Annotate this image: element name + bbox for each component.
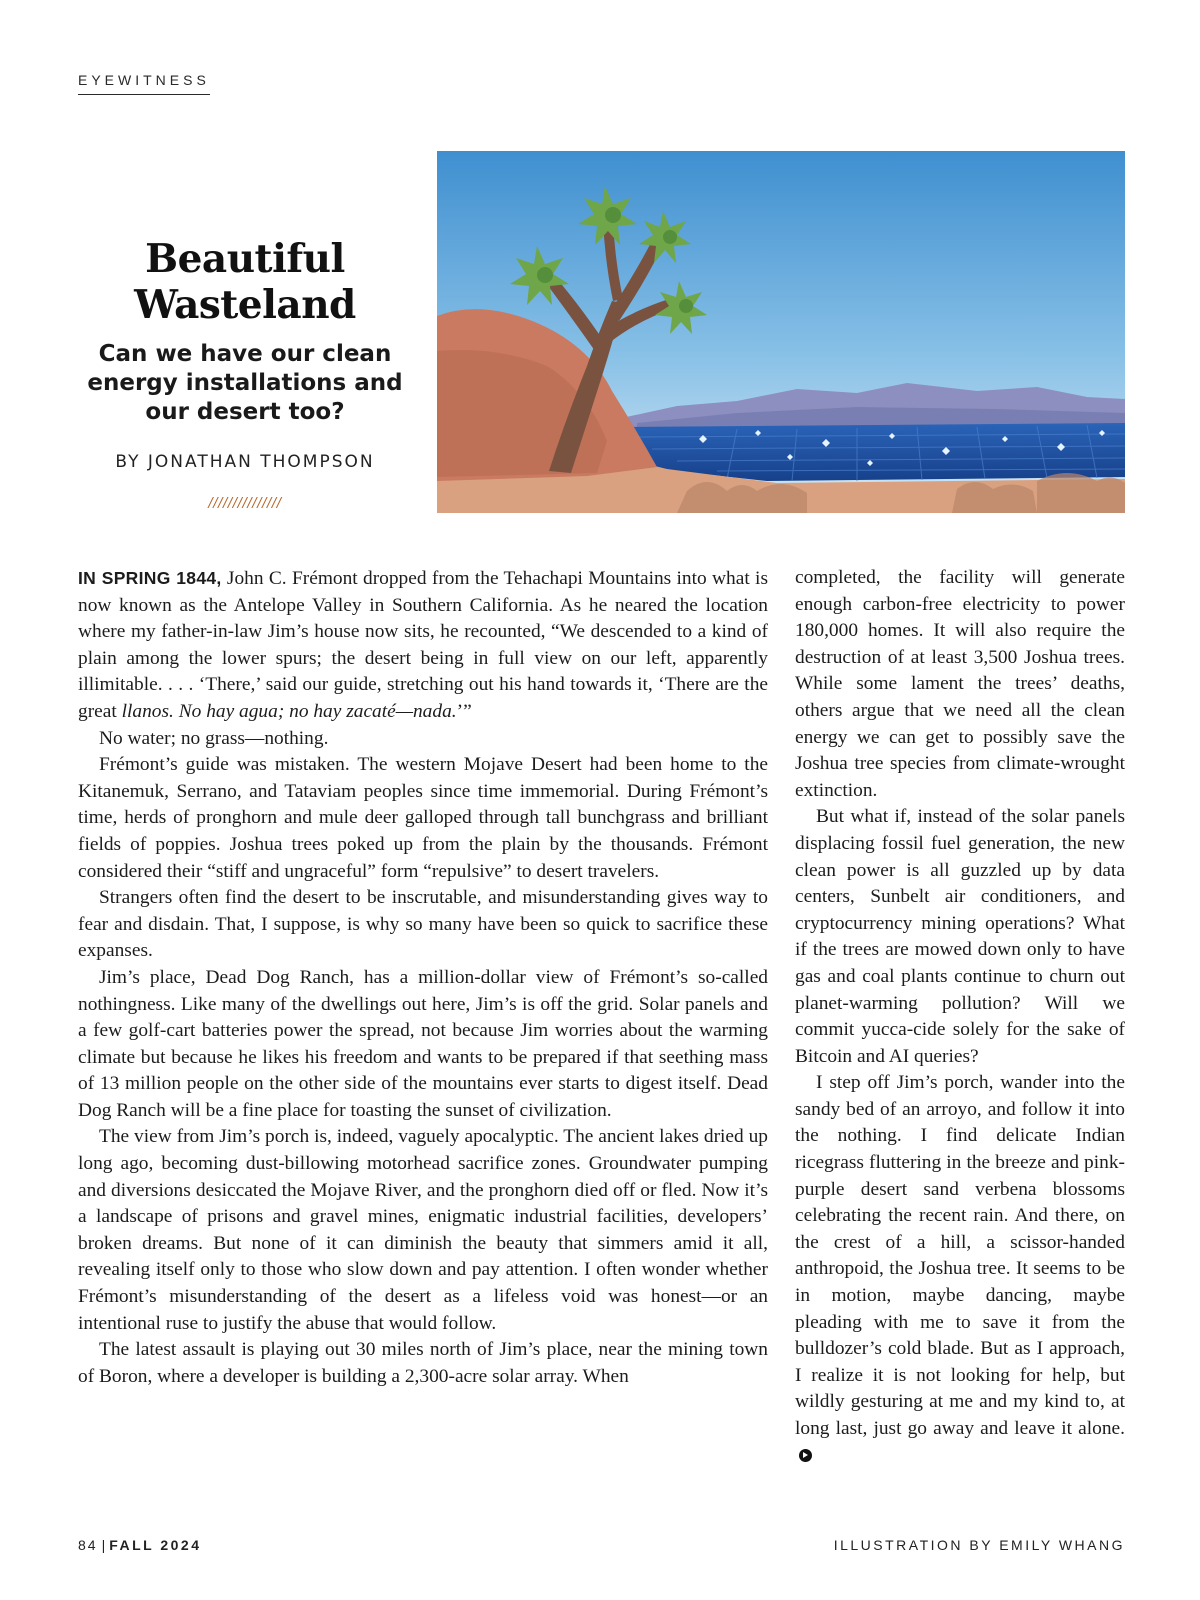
headline <box>66 236 424 328</box>
end-mark-icon <box>799 1449 812 1462</box>
ornament-divider: /////////////// <box>208 496 282 511</box>
solar-field <box>627 423 1125 481</box>
article-paragraph: But what if, instead of the solar panels displacing fossil fuel generation, the new clean power is all guzzled up by data centers, Sunbelt air conditioners, and cryptocurrency mining operations? What if the trees are mowed down only to have gas and coal plants continue to churn out planet-warming pollution? Will we commit yucca-cide solely for the sake of Bitcoin and AI queries? <box>795 806 1125 1067</box>
folio <box>78 1537 202 1553</box>
paragraph-text: I step off Jim’s porch, wander into the sandy bed of an arroyo, and follow it into the nothing. I find delicate Indian ricegrass fluttering in the breeze and pink-purple desert sand verbena blossoms celebrating the recent rain. And there, on the crest of a hill, a scissor-handed anthropoid, the Joshua tree. It seems to be in motion, maybe dancing, maybe pleading with me to save it from the bulldozer’s cold blade. But as I approach, I realize it is not looking for help, but wildly gesturing at me and my kind to, at long last, just go away and leave it alone. <box>795 1072 1125 1439</box>
article-paragraph: Frémont’s guide was mistaken. The western Mojave Desert had been home to the Kitanemuk, Serrano, and Tataviam peoples since time immemorial. During Frémont’s time, herds of pronghorn and mule deer galloped through tall bunchgrass and brilliant fields of poppies. Joshua trees poked up from the plain by the thousands. Frémont considered their “stiff and ungraceful” form “repulsive” to desert travelers. <box>78 754 768 882</box>
quote-close: ’” <box>456 700 472 722</box>
article-paragraph: Jim’s place, Dead Dog Ranch, has a million-dollar view of Frémont’s so-called nothingness. Like many of the dwellings out here, Jim’s is off the grid. Solar panels and a few golf-cart batteries power the spread, not because Jim worries about the warming climate but because he likes his freedom and wants to be prepared if that seething mass of 13 million people on the other side of the mountains ever starts to digest itself. Dead Dog Ranch will be a fine place for toasting the sunset of civilization. <box>78 966 768 1121</box>
dek-line-1: Can we have our clean <box>98 341 392 367</box>
folio-separator: | <box>101 1537 106 1553</box>
article-paragraph: completed, the facility will generate enough carbon-free electricity to power 180,000 homes. It will also require the destruction of at least 3,500 Joshua trees. While some lament the trees’ deaths, others argue that we need all the clean energy we can get to possibly save the Joshua tree species from climate-wrought extinction. <box>795 567 1125 801</box>
spanish-quote: llanos. No hay agua; no hay zacaté—nada. <box>121 700 457 722</box>
issue-label: FALL 2024 <box>109 1537 202 1553</box>
article-paragraph <box>795 1070 1125 1469</box>
article-right-column <box>795 565 1125 1469</box>
illustration-credit: ILLUSTRATION BY EMILY WHANG <box>833 1537 1125 1553</box>
lead-in: IN SPRING 1844, <box>78 568 222 588</box>
article-paragraph <box>78 565 768 726</box>
article-paragraph: The latest assault is playing out 30 miles north of Jim’s place, near the mining town of Boron, where a developer is building a 2,300-acre solar array. When <box>78 1339 768 1387</box>
page-number: 84 <box>78 1537 98 1553</box>
headline-line-2: Wasteland <box>134 282 356 328</box>
section-label: EYEWITNESS <box>78 72 210 95</box>
headline-line-1: Beautiful <box>145 236 345 282</box>
dek-line-2: energy installations and <box>87 370 403 396</box>
dek <box>66 340 424 427</box>
byline: BY JONATHAN THOMPSON <box>115 452 375 472</box>
article-left-column <box>78 565 768 1390</box>
article-paragraph: No water; no grass—nothing. <box>99 727 329 749</box>
paragraph-text: John C. Frémont dropped from the Tehachapi Mountains into what is now known as the Antelope Valley in Southern California. As he neared the location where my father-in-law Jim’s house now sits, he recounted, “We descended to a kind of plain among the lower spurs; the desert being in full view on our left, apparently illimitable. . . . ‘There,’ said our guide, stretching out his hand towards it, ‘There are the great <box>78 568 768 722</box>
desert-illustration <box>437 151 1125 513</box>
article-paragraph: Strangers often find the desert to be inscrutable, and misunderstanding gives way to fear and disdain. That, I suppose, is why so many have been so quick to sacrifice these expanses. <box>78 887 768 962</box>
dek-line-3: our desert too? <box>145 399 345 425</box>
article-paragraph: The view from Jim’s porch is, indeed, vaguely apocalyptic. The ancient lakes dried up long ago, becoming dust-billowing motorhead sacrifice zones. Groundwater pumping and diversions desiccated the Mojave River, and the pronghorn died off or fled. Now it’s a landscape of prisons and gravel mines, enigmatic industrial facilities, developers’ broken dreams. But none of it can diminish the beauty that simmers amid it all, revealing itself only to those who slow down and pay attention. I often wonder whether Frémont’s misunderstanding of the desert as a lifeless void was honest—or an intentional ruse to justify the abuse that would follow. <box>78 1126 768 1334</box>
